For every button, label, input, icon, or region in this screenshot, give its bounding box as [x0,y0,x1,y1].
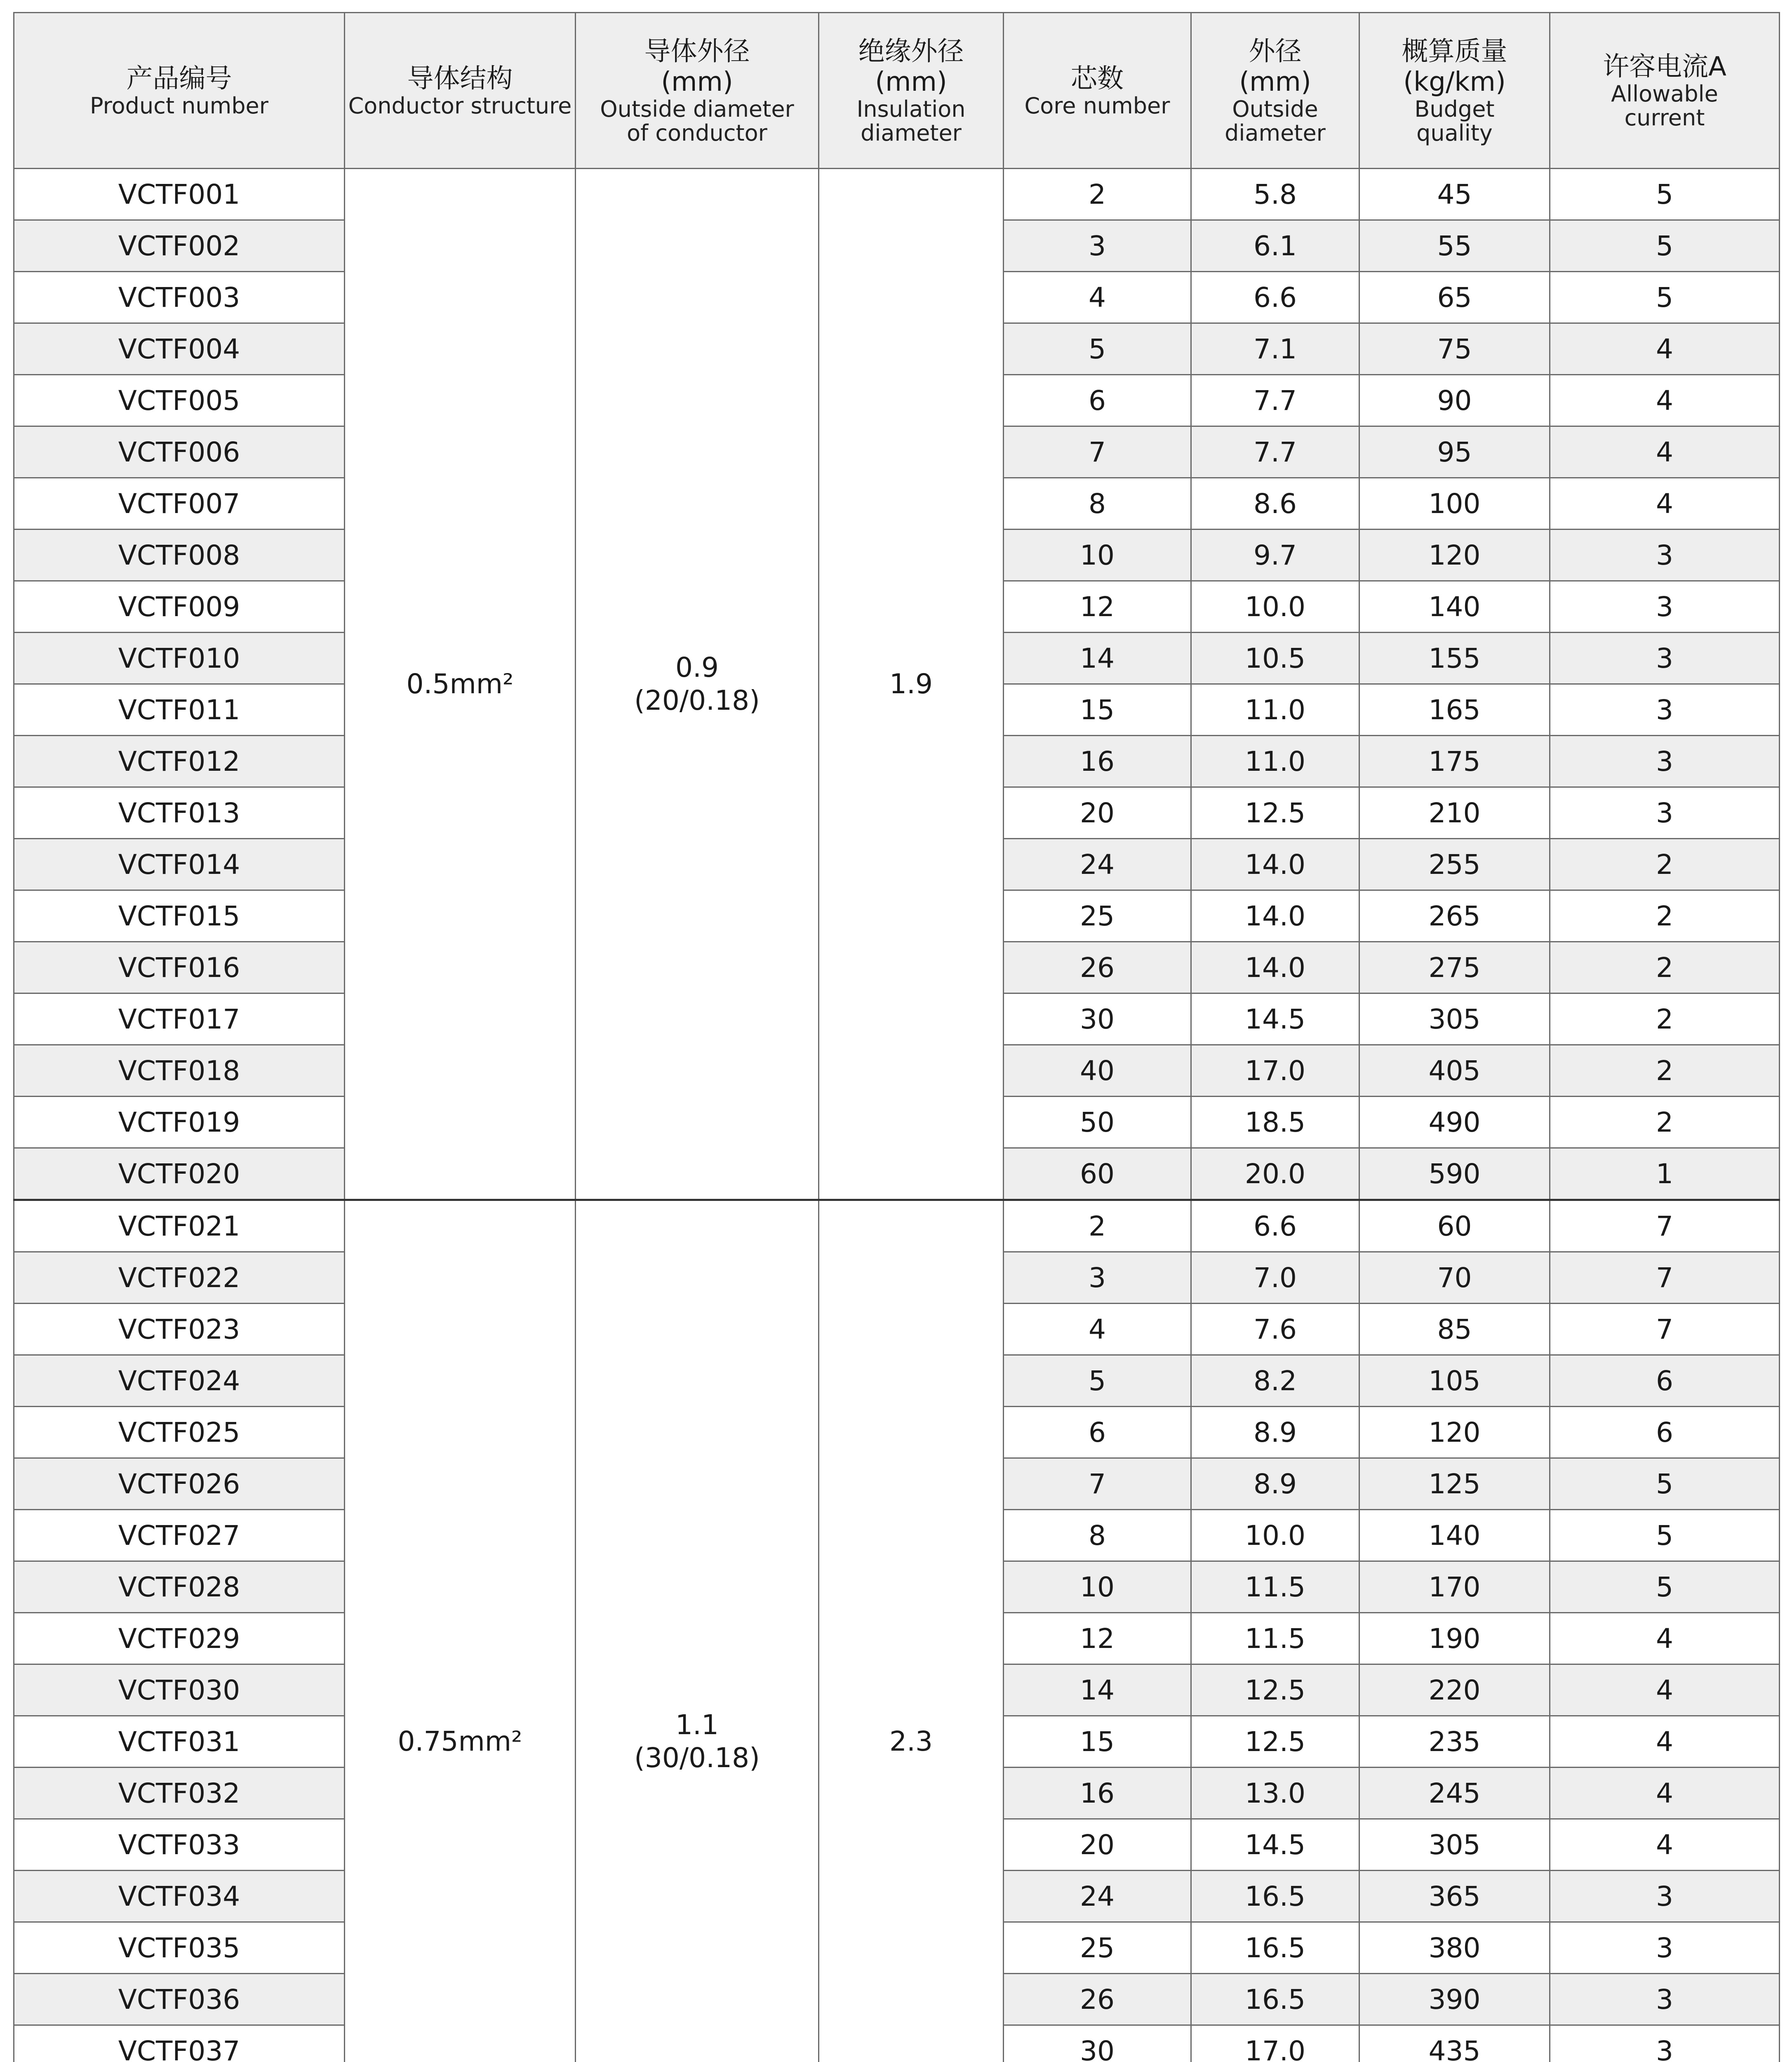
cell-insulation-od: 2.3 [819,1200,1004,2062]
cell-outside-diameter: 10.5 [1191,633,1359,684]
cell-allowable-current: 4 [1550,1768,1780,1819]
cell-outside-diameter: 6.6 [1191,272,1359,323]
cell-budget-quality: 45 [1359,169,1550,220]
cell-outside-diameter: 11.5 [1191,1561,1359,1613]
cell-product-number: VCTF030 [14,1664,345,1716]
cell-core-number: 8 [1004,478,1191,530]
header-allowable-current [1550,13,1780,169]
cell-outside-diameter: 9.7 [1191,530,1359,581]
cell-outside-diameter: 14.0 [1191,890,1359,942]
header-unit: (mm) [1239,66,1311,97]
cell-core-number: 5 [1004,323,1191,375]
cell-outside-diameter: 12.5 [1191,1664,1359,1716]
cell-core-number: 30 [1004,2025,1191,2062]
header-conductor-structure [345,13,576,169]
cell-allowable-current: 5 [1550,1561,1780,1613]
cell-core-number: 60 [1004,1148,1191,1200]
header-en: Outside [1232,96,1318,122]
cell-product-number: VCTF015 [14,890,345,942]
cell-core-number: 25 [1004,890,1191,942]
header-budget-quality [1359,13,1550,169]
cell-outside-diameter: 8.2 [1191,1355,1359,1407]
cell-allowable-current: 3 [1550,530,1780,581]
cell-core-number: 20 [1004,1819,1191,1871]
cell-product-number: VCTF020 [14,1148,345,1200]
cell-budget-quality: 70 [1359,1252,1550,1304]
header-zh: 绝缘外径 [858,36,964,67]
cell-allowable-current: 4 [1550,1819,1780,1871]
cell-allowable-current: 6 [1550,1355,1780,1407]
cell-budget-quality: 125 [1359,1458,1550,1510]
cell-core-number: 3 [1004,1252,1191,1304]
cell-product-number: VCTF019 [14,1097,345,1148]
header-en: of conductor [627,120,767,146]
cell-outside-diameter: 8.6 [1191,478,1359,530]
cell-core-number: 24 [1004,1871,1191,1922]
cell-budget-quality: 380 [1359,1922,1550,1974]
cell-budget-quality: 140 [1359,581,1550,633]
cell-allowable-current: 3 [1550,736,1780,787]
conductor-od-line: (20/0.18) [634,684,760,716]
cell-outside-diameter: 6.1 [1191,220,1359,272]
cell-outside-diameter: 14.0 [1191,942,1359,993]
cell-outside-diameter: 14.5 [1191,1819,1359,1871]
cell-product-number: VCTF037 [14,2025,345,2062]
cell-conductor-od [576,169,819,1200]
header-outside-diameter [1191,13,1359,169]
header-conductor-od [576,13,819,169]
cell-budget-quality: 165 [1359,684,1550,736]
cell-outside-diameter: 11.5 [1191,1613,1359,1664]
header-unit: (mm) [661,66,733,97]
header-en: Allowable [1611,80,1718,107]
cell-budget-quality: 245 [1359,1768,1550,1819]
cell-outside-diameter: 11.0 [1191,736,1359,787]
cell-budget-quality: 65 [1359,272,1550,323]
cell-core-number: 16 [1004,736,1191,787]
cell-outside-diameter: 5.8 [1191,169,1359,220]
cell-product-number: VCTF012 [14,736,345,787]
cell-budget-quality: 120 [1359,1407,1550,1458]
cell-product-number: VCTF017 [14,993,345,1045]
cell-outside-diameter: 20.0 [1191,1148,1359,1200]
cell-budget-quality: 60 [1359,1200,1550,1252]
cell-core-number: 10 [1004,1561,1191,1613]
spec-table [13,12,1780,2062]
cell-product-number: VCTF006 [14,426,345,478]
cell-product-number: VCTF016 [14,942,345,993]
cell-budget-quality: 305 [1359,993,1550,1045]
header-zh: 许容电流A [1603,51,1726,82]
cell-core-number: 12 [1004,581,1191,633]
cell-budget-quality: 190 [1359,1613,1550,1664]
cell-allowable-current: 7 [1550,1252,1780,1304]
cell-budget-quality: 75 [1359,323,1550,375]
cell-product-number: VCTF034 [14,1871,345,1922]
cell-outside-diameter: 14.0 [1191,839,1359,890]
cell-allowable-current: 5 [1550,272,1780,323]
cell-product-number: VCTF022 [14,1252,345,1304]
cell-product-number: VCTF027 [14,1510,345,1561]
table-row [14,169,1780,220]
cell-product-number: VCTF023 [14,1304,345,1355]
cell-allowable-current: 5 [1550,1510,1780,1561]
cell-budget-quality: 100 [1359,478,1550,530]
header-en: Budget [1414,96,1495,122]
header-unit: (mm) [875,66,947,97]
cell-budget-quality: 55 [1359,220,1550,272]
cell-core-number: 4 [1004,272,1191,323]
cell-product-number: VCTF032 [14,1768,345,1819]
cell-allowable-current: 3 [1550,684,1780,736]
cell-core-number: 7 [1004,1458,1191,1510]
cell-allowable-current: 5 [1550,169,1780,220]
cell-outside-diameter: 8.9 [1191,1458,1359,1510]
cell-product-number: VCTF025 [14,1407,345,1458]
cell-core-number: 6 [1004,375,1191,426]
cell-allowable-current: 2 [1550,1097,1780,1148]
conductor-od-line: 0.9 [675,651,719,683]
cell-product-number: VCTF010 [14,633,345,684]
cell-core-number: 6 [1004,1407,1191,1458]
cell-budget-quality: 85 [1359,1304,1550,1355]
cell-allowable-current: 3 [1550,2025,1780,2062]
cell-budget-quality: 210 [1359,787,1550,839]
cell-product-number: VCTF033 [14,1819,345,1871]
cell-budget-quality: 435 [1359,2025,1550,2062]
cell-product-number: VCTF004 [14,323,345,375]
header-en: Insulation [856,96,966,122]
cell-product-number: VCTF018 [14,1045,345,1097]
cell-outside-diameter: 8.9 [1191,1407,1359,1458]
cell-core-number: 2 [1004,1200,1191,1252]
cell-budget-quality: 175 [1359,736,1550,787]
cell-outside-diameter: 18.5 [1191,1097,1359,1148]
cell-allowable-current: 3 [1550,633,1780,684]
cell-outside-diameter: 17.0 [1191,1045,1359,1097]
cell-core-number: 5 [1004,1355,1191,1407]
cell-outside-diameter: 16.5 [1191,1922,1359,1974]
cell-budget-quality: 265 [1359,890,1550,942]
cell-outside-diameter: 10.0 [1191,1510,1359,1561]
cell-core-number: 15 [1004,684,1191,736]
cell-outside-diameter: 16.5 [1191,1974,1359,2025]
header-en: diameter [861,120,962,146]
cell-allowable-current: 3 [1550,1871,1780,1922]
cell-budget-quality: 305 [1359,1819,1550,1871]
cell-outside-diameter: 17.0 [1191,2025,1359,2062]
cell-core-number: 10 [1004,530,1191,581]
cell-core-number: 15 [1004,1716,1191,1768]
cell-allowable-current: 4 [1550,478,1780,530]
header-product-number [14,13,345,169]
cell-outside-diameter: 7.6 [1191,1304,1359,1355]
cell-product-number: VCTF014 [14,839,345,890]
cell-budget-quality: 170 [1359,1561,1550,1613]
cell-core-number: 26 [1004,942,1191,993]
cell-budget-quality: 120 [1359,530,1550,581]
cell-outside-diameter: 6.6 [1191,1200,1359,1252]
header-en: Conductor structure [348,92,572,119]
cell-outside-diameter: 7.0 [1191,1252,1359,1304]
cell-allowable-current: 3 [1550,787,1780,839]
cell-core-number: 4 [1004,1304,1191,1355]
header-row [14,13,1780,169]
cell-allowable-current: 7 [1550,1304,1780,1355]
cell-product-number: VCTF031 [14,1716,345,1768]
cell-product-number: VCTF026 [14,1458,345,1510]
cell-conductor-structure: 0.75mm² [345,1200,576,2062]
header-unit: (kg/km) [1403,66,1506,97]
cell-core-number: 12 [1004,1613,1191,1664]
header-en: quality [1416,120,1493,146]
cell-product-number: VCTF029 [14,1613,345,1664]
cell-allowable-current: 5 [1550,220,1780,272]
cell-core-number: 14 [1004,1664,1191,1716]
cell-core-number: 8 [1004,1510,1191,1561]
cell-outside-diameter: 11.0 [1191,684,1359,736]
cell-conductor-structure: 0.5mm² [345,169,576,1200]
cell-budget-quality: 255 [1359,839,1550,890]
conductor-od-line: (30/0.18) [634,1742,760,1774]
cell-allowable-current: 4 [1550,1613,1780,1664]
cell-allowable-current: 3 [1550,1974,1780,2025]
cell-allowable-current: 2 [1550,993,1780,1045]
cell-core-number: 25 [1004,1922,1191,1974]
header-zh: 导体结构 [407,63,513,94]
header-en: Product number [90,92,268,119]
cell-allowable-current: 3 [1550,1922,1780,1974]
cell-core-number: 24 [1004,839,1191,890]
cell-allowable-current: 5 [1550,1458,1780,1510]
table-row [14,1200,1780,1252]
cell-budget-quality: 490 [1359,1097,1550,1148]
cell-product-number: VCTF001 [14,169,345,220]
cell-outside-diameter: 13.0 [1191,1768,1359,1819]
cell-core-number: 50 [1004,1097,1191,1148]
cell-core-number: 2 [1004,169,1191,220]
cell-outside-diameter: 7.1 [1191,323,1359,375]
cell-allowable-current: 4 [1550,1664,1780,1716]
cell-product-number: VCTF035 [14,1922,345,1974]
cell-product-number: VCTF002 [14,220,345,272]
cell-allowable-current: 6 [1550,1407,1780,1458]
cell-product-number: VCTF013 [14,787,345,839]
cell-core-number: 40 [1004,1045,1191,1097]
cell-outside-diameter: 12.5 [1191,1716,1359,1768]
header-en: Outside diameter [600,96,794,122]
cell-product-number: VCTF028 [14,1561,345,1613]
cell-product-number: VCTF011 [14,684,345,736]
cell-budget-quality: 235 [1359,1716,1550,1768]
header-en: Core number [1024,92,1170,119]
header-zh: 产品编号 [126,63,232,94]
cell-core-number: 16 [1004,1768,1191,1819]
header-insulation-od [819,13,1004,169]
cell-outside-diameter: 16.5 [1191,1871,1359,1922]
cell-allowable-current: 4 [1550,375,1780,426]
cell-budget-quality: 275 [1359,942,1550,993]
cell-outside-diameter: 12.5 [1191,787,1359,839]
cell-product-number: VCTF005 [14,375,345,426]
cell-allowable-current: 2 [1550,890,1780,942]
cell-budget-quality: 90 [1359,375,1550,426]
header-zh: 概算质量 [1402,36,1507,67]
cell-core-number: 3 [1004,220,1191,272]
cell-allowable-current: 4 [1550,1716,1780,1768]
cell-budget-quality: 105 [1359,1355,1550,1407]
cell-product-number: VCTF036 [14,1974,345,2025]
cell-allowable-current: 1 [1550,1148,1780,1200]
cell-outside-diameter: 7.7 [1191,426,1359,478]
cell-allowable-current: 4 [1550,426,1780,478]
cell-budget-quality: 140 [1359,1510,1550,1561]
cell-core-number: 26 [1004,1974,1191,2025]
cell-budget-quality: 405 [1359,1045,1550,1097]
cell-insulation-od: 1.9 [819,169,1004,1200]
conductor-od-line: 1.1 [675,1709,719,1741]
cell-product-number: VCTF024 [14,1355,345,1407]
header-core-number [1004,13,1191,169]
cell-budget-quality: 590 [1359,1148,1550,1200]
cell-budget-quality: 155 [1359,633,1550,684]
cell-product-number: VCTF007 [14,478,345,530]
cell-core-number: 7 [1004,426,1191,478]
cell-allowable-current: 3 [1550,581,1780,633]
cell-conductor-od [576,1200,819,2062]
header-zh: 芯数 [1071,63,1124,94]
cell-outside-diameter: 14.5 [1191,993,1359,1045]
header-zh: 导体外径 [644,36,750,67]
cell-budget-quality: 95 [1359,426,1550,478]
cell-allowable-current: 2 [1550,839,1780,890]
cell-allowable-current: 7 [1550,1200,1780,1252]
cell-core-number: 20 [1004,787,1191,839]
cell-allowable-current: 2 [1550,942,1780,993]
cell-product-number: VCTF008 [14,530,345,581]
table-body [14,169,1780,2062]
cell-product-number: VCTF009 [14,581,345,633]
cell-core-number: 30 [1004,993,1191,1045]
cell-budget-quality: 365 [1359,1871,1550,1922]
header-en: current [1624,104,1705,131]
cell-budget-quality: 390 [1359,1974,1550,2025]
header-en: diameter [1225,120,1326,146]
cell-outside-diameter: 7.7 [1191,375,1359,426]
cell-allowable-current: 2 [1550,1045,1780,1097]
header-zh: 外径 [1249,36,1302,67]
cell-core-number: 14 [1004,633,1191,684]
cell-product-number: VCTF003 [14,272,345,323]
cell-budget-quality: 220 [1359,1664,1550,1716]
cell-outside-diameter: 10.0 [1191,581,1359,633]
cell-allowable-current: 4 [1550,323,1780,375]
cell-product-number: VCTF021 [14,1200,345,1252]
